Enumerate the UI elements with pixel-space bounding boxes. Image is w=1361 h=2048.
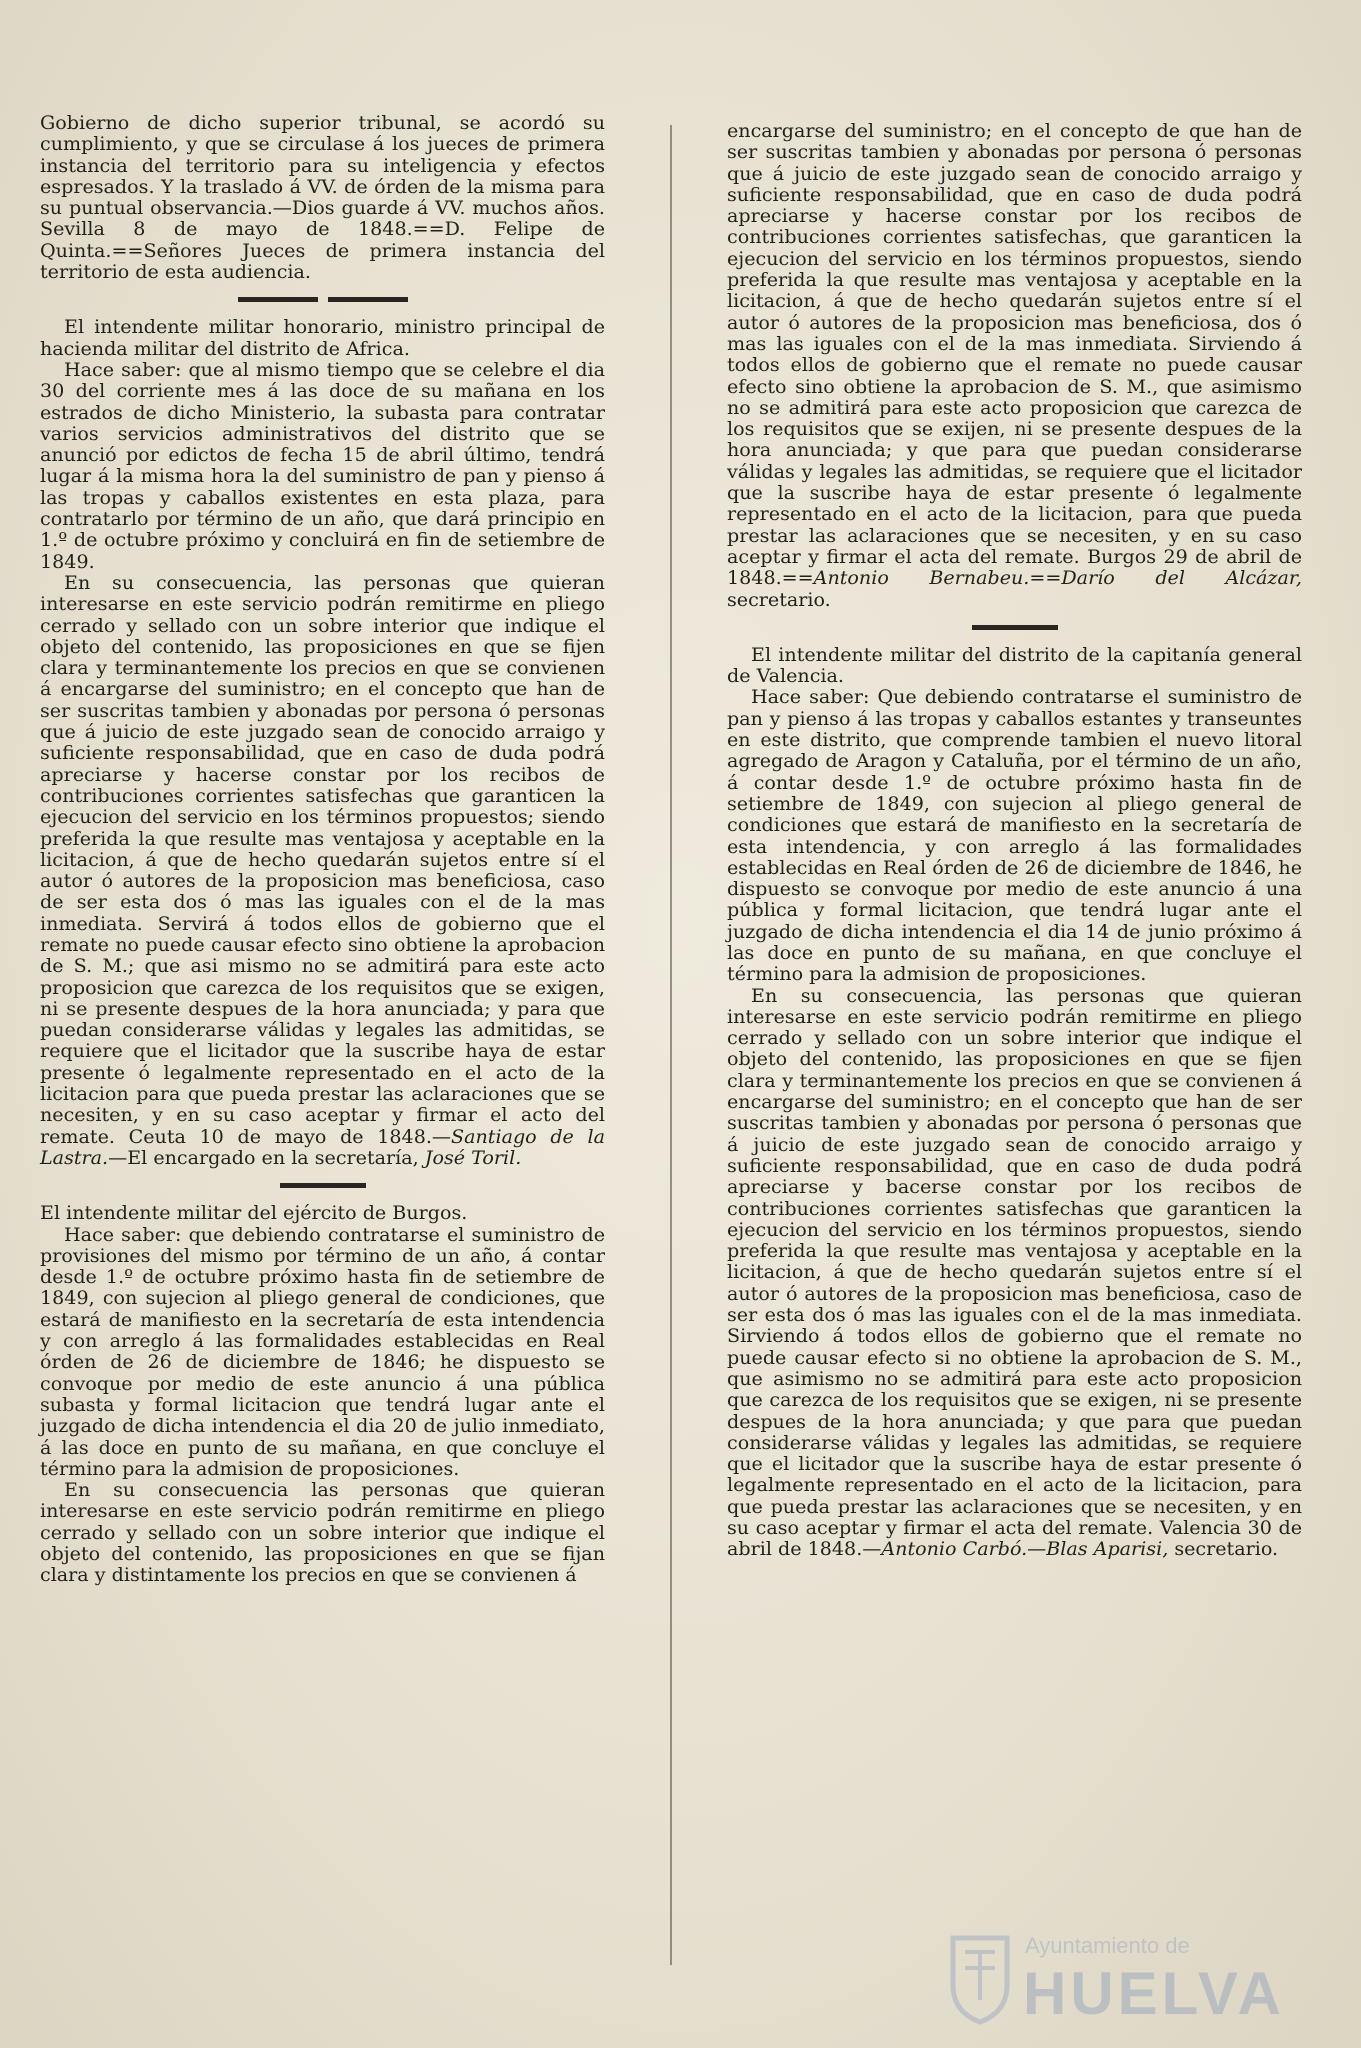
watermark-line-2: HUELVA bbox=[1023, 1960, 1285, 2027]
burgos-signature-2: Darío del Alcázar, bbox=[1061, 566, 1302, 590]
rule-divider bbox=[280, 1183, 366, 1188]
valencia-heading: El intendente militar del distrito de la capitanía general de Valencia. bbox=[727, 642, 1302, 688]
column-divider bbox=[670, 125, 672, 1965]
watermark-line-1: Ayuntamiento de bbox=[1025, 1933, 1190, 1958]
crest-icon bbox=[945, 1930, 1015, 2025]
africa-paragraph-2 bbox=[40, 572, 605, 1168]
intro-paragraph: Gobierno de dicho superior tribunal, se acordó su cumplimiento, y que se circulase á los jueces de primera instancia del territorio para su inteligencia y efectos espresados. Y la traslado á VV. de órden de la misma para su puntual observancia.—Dios guarde á VV. muchos años. Sevilla 8 de mayo de 1848.==D. Felipe de Quinta.==Señores Jueces de primera instancia del territorio de esta audiencia. bbox=[40, 111, 605, 284]
rule-divider bbox=[972, 625, 1058, 630]
africa-signature-2: José Toril. bbox=[424, 1145, 522, 1169]
right-column bbox=[727, 120, 1302, 1560]
africa-heading: El intendente militar honorario, ministro principal de hacienda militar del distrito de Africa. bbox=[40, 315, 605, 360]
burgos-signature-1: Antonio Bernabeu. bbox=[813, 566, 1030, 590]
archive-watermark bbox=[945, 1925, 1340, 2035]
burgos-signature-tail: secretario. bbox=[727, 587, 831, 611]
valencia-signature-tail: secretario. bbox=[1168, 1537, 1279, 1561]
valencia-signature-link: — bbox=[1027, 1537, 1047, 1561]
burgos-paragraph-1: Hace saber: que debiendo contratarse el suministro de provisiones del mismo por término de un año, á contar desde 1.º de octubre próximo hasta fin de setiembre de 1849, con sujecion al pliego general de condiciones, que estará de manifiesto en la secretaría de esta intendencia y con arreglo á las formalidades establecidas en Real órden de 26 de diciembre de 1846; he dispuesto se convoque por medio de este anuncio á una pública subasta y formal licitacion que tendrá lugar ante el juzgado de dicha intendencia el dia 20 de julio inmediato, á las doce en punto de su mañana, en que concluye el término para la admision de proposiciones. bbox=[40, 1222, 605, 1480]
burgos-signature-link: == bbox=[1029, 566, 1062, 590]
left-column bbox=[40, 112, 605, 1586]
africa-paragraph-1: Hace saber: que al mismo tiempo que se celebre el dia 30 del corriente mes á las doce de su mañana en los estrados de dicho Ministerio, la subasta para contratar varios servicios administrativos del distrito que se anunció por edictos de fecha 15 de abril último, tendrá lugar á la misma hora la del suministro de pan y pienso á las tropas y caballos existentes en esta plaza, para contratarlo por término de un año, que dará principio en 1.º de octubre próximo y concluirá en fin de setiembre de 1849. bbox=[40, 357, 605, 573]
valencia-paragraph-1: Hace saber: Que debiendo contratarse el suministro de pan y pienso á las tropas y caballos estantes y transeuntes en este distrito, que comprende tambien el nuevo litoral agregado de Aragon y Cataluña, por el término de un año, á contar desde 1.º de octubre próximo hasta fin de setiembre de 1849, con sujecion al pliego general de condiciones que estará de manifiesto en la secretaría de esta intendencia, y con arreglo á las formalidades establecidas en Real órden de 26 de diciembre de 1846, he dispuesto se convoque por medio de este anuncio á una pública y formal licitacion, que tendrá lugar ante el juzgado de dicha intendencia el dia 14 de junio próximo á las doce en punto de su mañana, en que concluye el término para la admision de proposiciones. bbox=[727, 685, 1302, 986]
valencia-signature-1: Antonio Carbó. bbox=[881, 1537, 1028, 1561]
burgos-paragraph-2: En su consecuencia las personas que quieran interesarse en este servicio podrán remitirme en pliego cerrado y sellado con un sobre interior que indique el objeto del contenido, las proposiciones en que se fijan clara y distintamente los precios en que se convienen á bbox=[40, 1478, 605, 1587]
valencia-paragraph-2-text: En su consecuencia, las personas que quieran interesarse en este servicio podrán remitirme en pliego cerrado y sellado con un sobre interior que indique el objeto del contenido, las proposiciones en que se fijen clara y terminantemente los precios en que se convienen á encargarse del suministro; en el concepto que han de ser suscritas tambien y abonadas por persona ó personas que á juicio de este juzgado sean de conocido arraigo y suficiente responsabilidad, que en caso de duda podrá apreciarse y bacerse constar por los recibos de contribuciones corrientes satisfechas que garanticen la ejecucion del servicio en los términos propuestos, siendo preferida la que resulte mas ventajosa y aceptable en la licitacion, á que de hecho quedarán sujetos entre sí el autor ó autores de la proposicion mas beneficiosa, caso de ser esta dos ó mas las iguales con el de la mas inmediata. Sirviendo á todos ellos de gobierno que el remate no puede causar efecto si no obtiene la aprobacion de S. M., que asimismo no se admitirá para este acto proposicion que carezca de los requisitos que se exigen, ni se presente despues de la hora anunciada; y que para que puedan considerarse válidas y legales las admitidas, se requiere que el licitador que la suscribe haya de estar presente ó legalmente representado en el acto de la licitacion, para que pueda prestar las aclaraciones que se necesiten, y en su caso aceptar y firmar el acta del remate. Valencia 30 de abril de 1848.— bbox=[727, 983, 1302, 1561]
valencia-paragraph-2 bbox=[727, 985, 1302, 1560]
burgos-continuation-text: encargarse del suministro; en el concepto de que han de ser suscritas tambien y abonadas por persona ó personas que á juicio de este juzgado sean de conocido arraigo y suficiente responsabilidad, que en caso de duda podrá apreciarse y hacerse constar por los recibos de contribuciones corrientes satisfechas, que garanticen la ejecucion del servicio en los términos propuestos, siendo preferida la que resulte mas ventajosa y aceptable en la licitacion, á que de hecho quedarán sujetos entre sí el autor ó autores de la proposicion mas beneficiosa, dos ó mas las iguales con el de la mas inmediata. Sirviendo á todos ellos de gobierno que el remate no puede causar efecto sino obtiene la aprobacion de S. M., que asimismo no se admitirá para este acto proposicion que carezca de los requisitos que se exijen, ni se presente despues de la hora anunciada; y que para que puedan considerarse válidas y legales las admitidas, se requiere que el licitador que la suscribe haya de estar presente ó legalmente representado en el acto de la licitacion, para que pueda prestar las aclaraciones que se necesiten, y en su caso aceptar y firmar el acta del remate. Burgos 29 de abril de 1848.== bbox=[727, 119, 1302, 590]
valencia-signature-2: Blas Aparisi, bbox=[1046, 1537, 1169, 1561]
africa-signature-link: —El encargado en la secretaría, bbox=[108, 1145, 425, 1169]
africa-paragraph-2-text: En su consecuencia, las personas que quieran interesarse en este servicio podrán remitirme en pliego cerrado y sellado con un sobre interior que indique el objeto del contenido, las proposiciones en que se fijen clara y terminantemente los precios en que se convienen á encargarse del suministro; en el concepto que han de ser suscritas tambien y abonadas por persona ó personas que á juicio de este juzgado sean de conocido arraigo y suficiente responsabilidad, que en caso de duda podrá apreciarse y hacerse constar por los recibos de contribuciones corrientes satisfechas que garanticen la ejecucion del servicio en los términos propuestos; siendo preferida la que resulte mas ventajosa y aceptable en la licitacion, á que de hecho quedarán sujetos entre sí el autor ó autores de la proposicion mas beneficiosa, caso de ser esta dos ó mas las iguales con el de la mas inmediata. Servirá á todos ellos de gobierno que el remate no puede causar efecto sino obtiene la aprobacion de S. M.; que asi mismo no se admitirá para este acto proposicion que carezca de los requisitos que se exigen, ni se presente despues de la hora anunciada; y para que puedan considerarse válidas y legales las admitidas, se requiere que el licitador que la suscribe haya de estar presente ó legalmente representado en el acto de la licitacion para que pueda prestar las aclaraciones que se necesiten, y en su caso aceptar y firmar el acto del remate. Ceuta 10 de mayo de 1848.— bbox=[40, 570, 605, 1148]
burgos-continuation bbox=[727, 120, 1302, 610]
burgos-heading: El intendente militar del ejército de Burgos. bbox=[40, 1201, 468, 1225]
double-rule-divider bbox=[223, 297, 423, 302]
africa-signature-1: Santiago de la Lastra. bbox=[40, 1124, 605, 1169]
